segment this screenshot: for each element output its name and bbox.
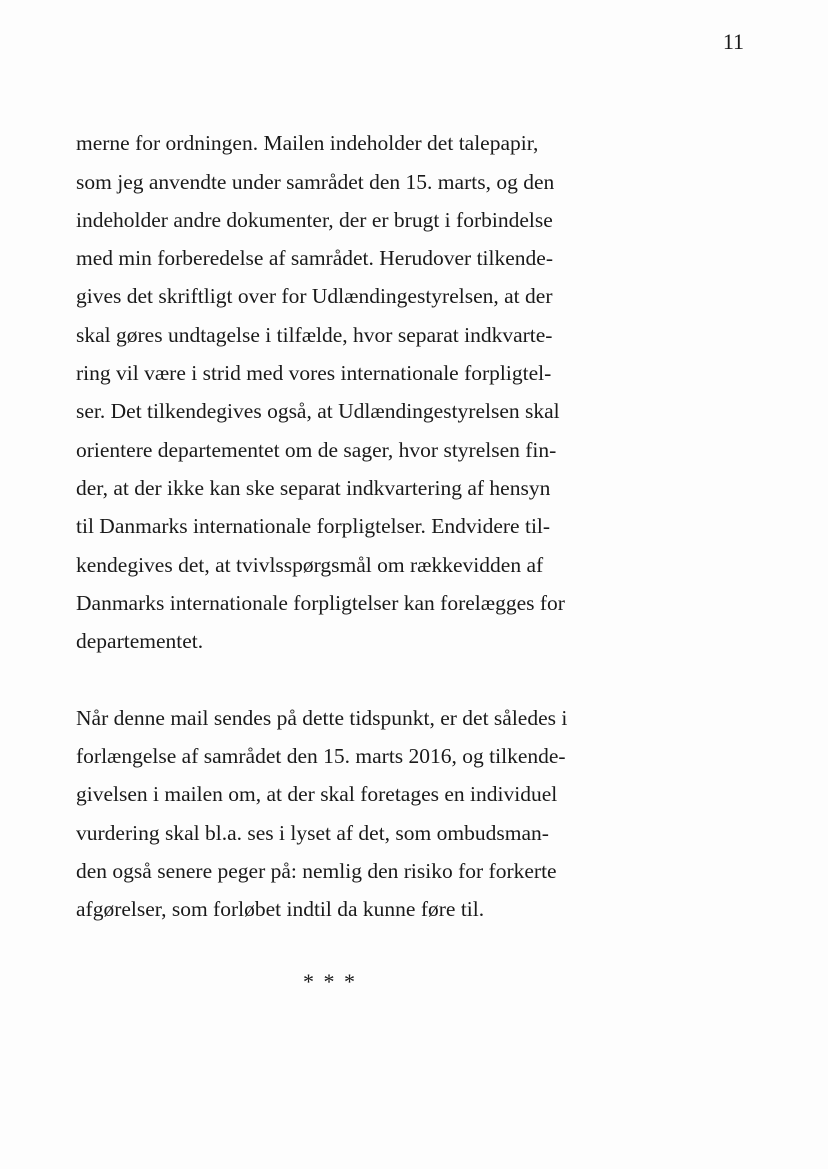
text-line: med min forberedelse af samrådet. Herudover tilkende- [76, 246, 553, 270]
text-line: gives det skriftligt over for Udlændingestyrelsen, at der [76, 284, 553, 308]
text-line: den også senere peger på: nemlig den risiko for forkerte [76, 859, 557, 883]
text-line: indeholder andre dokumenter, der er brugt i forbindelse [76, 208, 553, 232]
text-line: kendegives det, at tvivlsspørgsmål om rækkevidden af [76, 553, 544, 577]
text-line: vurdering skal bl.a. ses i lyset af det, som ombudsman- [76, 821, 549, 845]
text-line: forlængelse af samrådet den 15. marts 2016, og tilkende- [76, 744, 566, 768]
text-line: til Danmarks internationale forpligtelser. Endvidere til- [76, 514, 551, 538]
text-line: ser. Det tilkendegives også, at Udlændingestyrelsen skal [76, 399, 560, 423]
text-line: orientere departementet om de sager, hvor styrelsen fin- [76, 438, 557, 462]
page-number: 11 [722, 29, 744, 54]
text-line: merne for ordningen. Mailen indeholder det talepapir, [76, 131, 539, 155]
text-line: der, at der ikke kan ske separat indkvartering af hensyn [76, 476, 551, 500]
text-line: som jeg anvendte under samrådet den 15. marts, og den [76, 170, 555, 194]
text-line: Danmarks internationale forpligtelser kan forelægges for [76, 591, 565, 615]
section-separator: * * * [303, 969, 357, 994]
text-line: Når denne mail sendes på dette tidspunkt, er det således i [76, 706, 568, 730]
text-line: ring vil være i strid med vores internationale forpligtel- [76, 361, 552, 385]
text-line: afgørelser, som forløbet indtil da kunne føre til. [76, 897, 485, 921]
text-line: skal gøres undtagelse i tilfælde, hvor separat indkvarte- [76, 323, 553, 347]
text-line: departementet. [76, 629, 204, 653]
text-line: givelsen i mailen om, at der skal foretages en individuel [76, 782, 558, 806]
